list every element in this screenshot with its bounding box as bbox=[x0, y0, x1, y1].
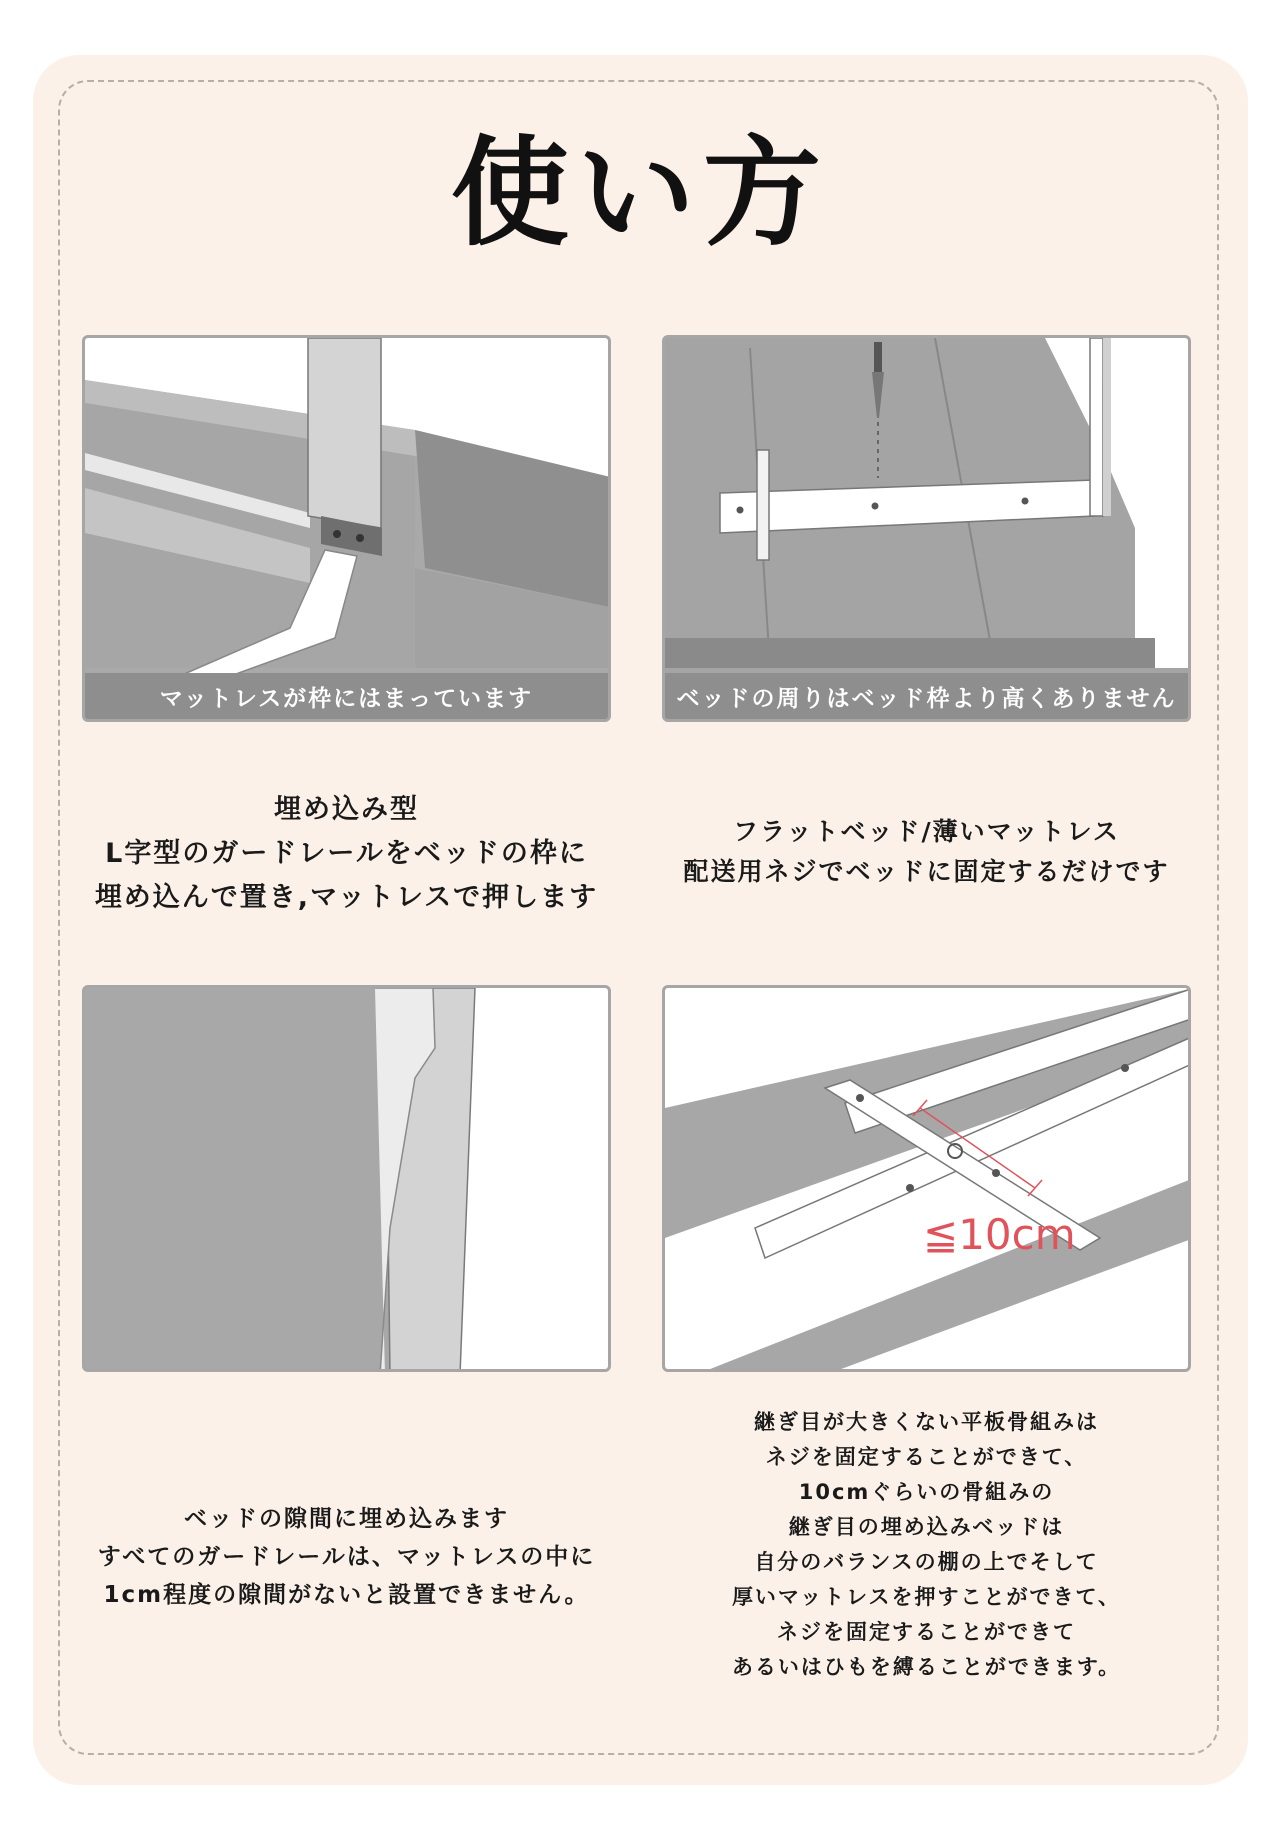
description-line: 1cm程度の隙間がないと設置できません。 bbox=[103, 1582, 590, 1608]
built-in-heading: 埋め込み型 bbox=[274, 794, 419, 825]
description-line: L字型のガードレールをベッドの枠に bbox=[105, 838, 588, 869]
description-line: ネジを固定することができて bbox=[777, 1620, 1076, 1644]
description-line: 配送用ネジでベッドに固定するだけです bbox=[683, 857, 1170, 886]
caption-bar: マットレスが枠にはまっています bbox=[85, 673, 608, 719]
description-line: 埋め込んで置き,マットレスで押します bbox=[94, 882, 599, 913]
illustration-slat-bed bbox=[662, 985, 1191, 1372]
description-line: 10cmぐらいの骨組みの bbox=[798, 1480, 1055, 1504]
description-line: あるいはひもを縛ることができます。 bbox=[731, 1655, 1122, 1679]
slat-bed-description bbox=[662, 1405, 1191, 1685]
description-line: 厚いマットレスを押すことができて、 bbox=[731, 1585, 1122, 1609]
description-line: フラットベッド/薄いマットレス bbox=[733, 817, 1120, 846]
illustration-mattress-in-frame bbox=[82, 335, 611, 722]
description-line: ベッドの隙間に埋め込みます bbox=[184, 1506, 509, 1532]
gap-measure-label: ≦10cm bbox=[923, 1210, 1076, 1259]
description-line: 自分のバランスの棚の上でそして bbox=[754, 1550, 1099, 1574]
description-line: すべてのガードレールは、マットレスの中に bbox=[97, 1544, 596, 1570]
illustration-flat-bed-screw bbox=[662, 335, 1191, 722]
caption-bar: ベッドの周りはベッド枠より高くありません bbox=[665, 673, 1188, 719]
description-line: 継ぎ目が大きくない平板骨組みは bbox=[754, 1410, 1099, 1434]
illustration-rail-in-gap bbox=[82, 985, 611, 1372]
flat-bed-description bbox=[662, 812, 1191, 892]
page-title: 使い方 bbox=[450, 124, 829, 262]
description-line: ネジを固定することができて、 bbox=[765, 1445, 1088, 1469]
built-in-description bbox=[82, 788, 611, 920]
description-line: 継ぎ目の埋め込みベッドは bbox=[788, 1515, 1065, 1539]
gap-description bbox=[62, 1500, 631, 1614]
